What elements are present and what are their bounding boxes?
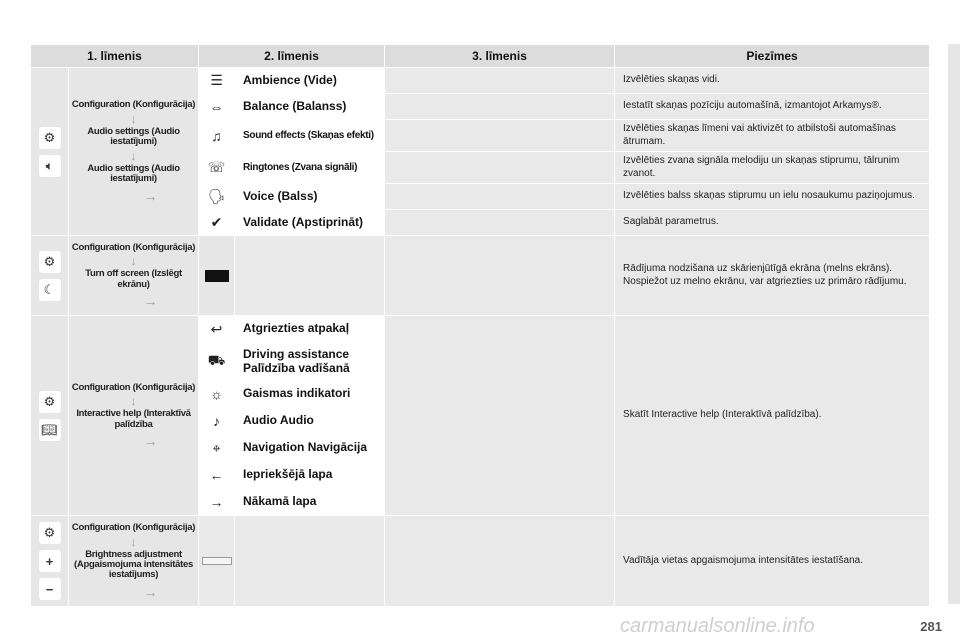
path-step: Configuration (Konfigurācija) [71, 99, 196, 111]
gear-icon: ⚙ [39, 391, 61, 413]
arrow-down-icon: ↓ [130, 148, 137, 163]
menu-item-label: Audio Audio [235, 408, 385, 435]
gear-icon: ⚙ [39, 251, 61, 273]
minus-icon: − [39, 578, 61, 600]
path-step: Interactive help (Interaktīvā palīdzība [76, 408, 191, 430]
menu-item-label: Balance (Balanss) [235, 94, 385, 120]
equalizer-icon: ☰ [199, 68, 235, 94]
path-step: Configuration (Konfigurācija) [71, 241, 196, 253]
menu-path [69, 316, 199, 516]
note-text: Iestatīt skaņas pozīciju automašīnā, izmantojot Arkamys®. [615, 94, 930, 120]
brightness-slider-icon [199, 516, 235, 607]
arrow-right-icon: → [143, 293, 158, 310]
menu-item-label: Driving assistance Palīdzība vadīšanā [235, 343, 385, 381]
moon-icon: ☾ [39, 279, 61, 301]
header-level1: 1. līmenis [31, 45, 199, 68]
menu-path [69, 68, 199, 236]
arrow-right-icon: → [143, 433, 158, 450]
table-row [31, 516, 930, 607]
table-header [31, 45, 930, 68]
note-text: Rādījuma nodzišana uz skārienjūtīgā ekrāna (melns ekrāns). Nospiežot uz melno ekrānu, var atgriezties uz primāro rādījumu. [615, 236, 930, 316]
menu-item-label: Voice (Balss) [235, 184, 385, 210]
arrow-right-icon: → [143, 187, 158, 204]
note-text: Izvēlēties zvana signāla melodiju un skaņas stiprumu, tālrunim zvanot. [615, 152, 930, 184]
driving-icon: ⛟ [199, 343, 235, 381]
sound-effects-icon: ♫ [199, 120, 235, 152]
menu-item-label: Validate (Apstiprināt) [235, 210, 385, 236]
path-step: Brightness adjustment (Apgaismojuma intensitātes iestatījums) [74, 548, 193, 581]
music-icon: ♪ [199, 408, 235, 435]
note-text: Vadītāja vietas apgaismojuma intensitātes iestatīšana. [615, 516, 930, 607]
note-text: Skatīt Interactive help (Interaktīvā palīdzība). [615, 316, 930, 516]
arrow-down-icon: ↓ [130, 254, 137, 269]
note-text: Izvēlēties skaņas līmeni vai aktivizēt to atbilstoši automašīnas ātrumam. [615, 120, 930, 152]
menu-item-label: Ringtones (Zvana signāli) [235, 152, 385, 184]
path-step: Audio settings (Audio iestatījumi) [87, 125, 180, 148]
menu-path [69, 516, 199, 607]
page-number: 281 [920, 619, 942, 634]
table-row [31, 316, 930, 343]
header-level2: 2. līmenis [199, 45, 385, 68]
speaker-icon: 🔈︎ [39, 155, 61, 177]
menu-item-label: Atgriezties atpakaļ [235, 316, 385, 343]
black-screen-icon [199, 236, 235, 316]
level1-icons [31, 516, 69, 607]
arrow-down-icon: ↓ [130, 111, 137, 126]
watermark: carmanualsonline.info [620, 615, 815, 637]
menu-item-label: Sound effects (Skaņas efekti) [235, 120, 385, 152]
book-icon: 📖︎ [39, 419, 61, 441]
gear-icon: ⚙ [39, 127, 61, 149]
lights-icon: ☼ [199, 381, 235, 408]
path-step: Turn off screen (Izslēgt ekrānu) [85, 268, 182, 290]
check-icon: ✔ [199, 210, 235, 236]
table-row [31, 236, 930, 316]
navigation-icon: ⌖ [199, 435, 235, 462]
path-step: Configuration (Konfigurācija) [71, 522, 196, 534]
prev-icon: ← [199, 462, 235, 489]
gear-icon: ⚙ [39, 522, 61, 544]
menu-item-label: Gaismas indikatori [235, 381, 385, 408]
menu-item-label: Iepriekšējā lapa [235, 462, 385, 489]
menu-item-label: Navigation Navigācija [235, 435, 385, 462]
arrow-down-icon: ↓ [130, 534, 137, 549]
header-notes: Piezīmes [615, 45, 930, 68]
level1-icons [31, 236, 69, 316]
note-text: Saglabāt parametrus. [615, 210, 930, 236]
menu-item-label: Ambience (Vide) [235, 68, 385, 94]
table-row [31, 68, 930, 94]
path-step: Audio settings (Audio iestatījumi) [87, 162, 180, 185]
menu-item-label: Nākamā lapa [235, 489, 385, 516]
plus-icon: + [39, 550, 61, 572]
page-edge-bar [948, 44, 960, 604]
voice-icon: 🗣︎ [199, 184, 235, 210]
next-icon: → [199, 489, 235, 516]
back-icon: ↩ [199, 316, 235, 343]
menu-path [69, 236, 199, 316]
note-text: Izvēlēties balss skaņas stiprumu un ielu nosaukumu paziņojumus. [615, 184, 930, 210]
arrow-down-icon: ↓ [130, 394, 137, 409]
level1-icons [31, 68, 69, 236]
balance-icon: ⇔ [199, 94, 235, 120]
path-step: Configuration (Konfigurācija) [71, 381, 196, 393]
level1-icons [31, 316, 69, 516]
header-level3: 3. līmenis [385, 45, 615, 68]
ringtone-icon: ☏ [199, 152, 235, 184]
settings-table [30, 44, 930, 607]
arrow-right-icon: → [143, 583, 158, 600]
note-text: Izvēlēties skaņas vidi. [615, 68, 930, 94]
